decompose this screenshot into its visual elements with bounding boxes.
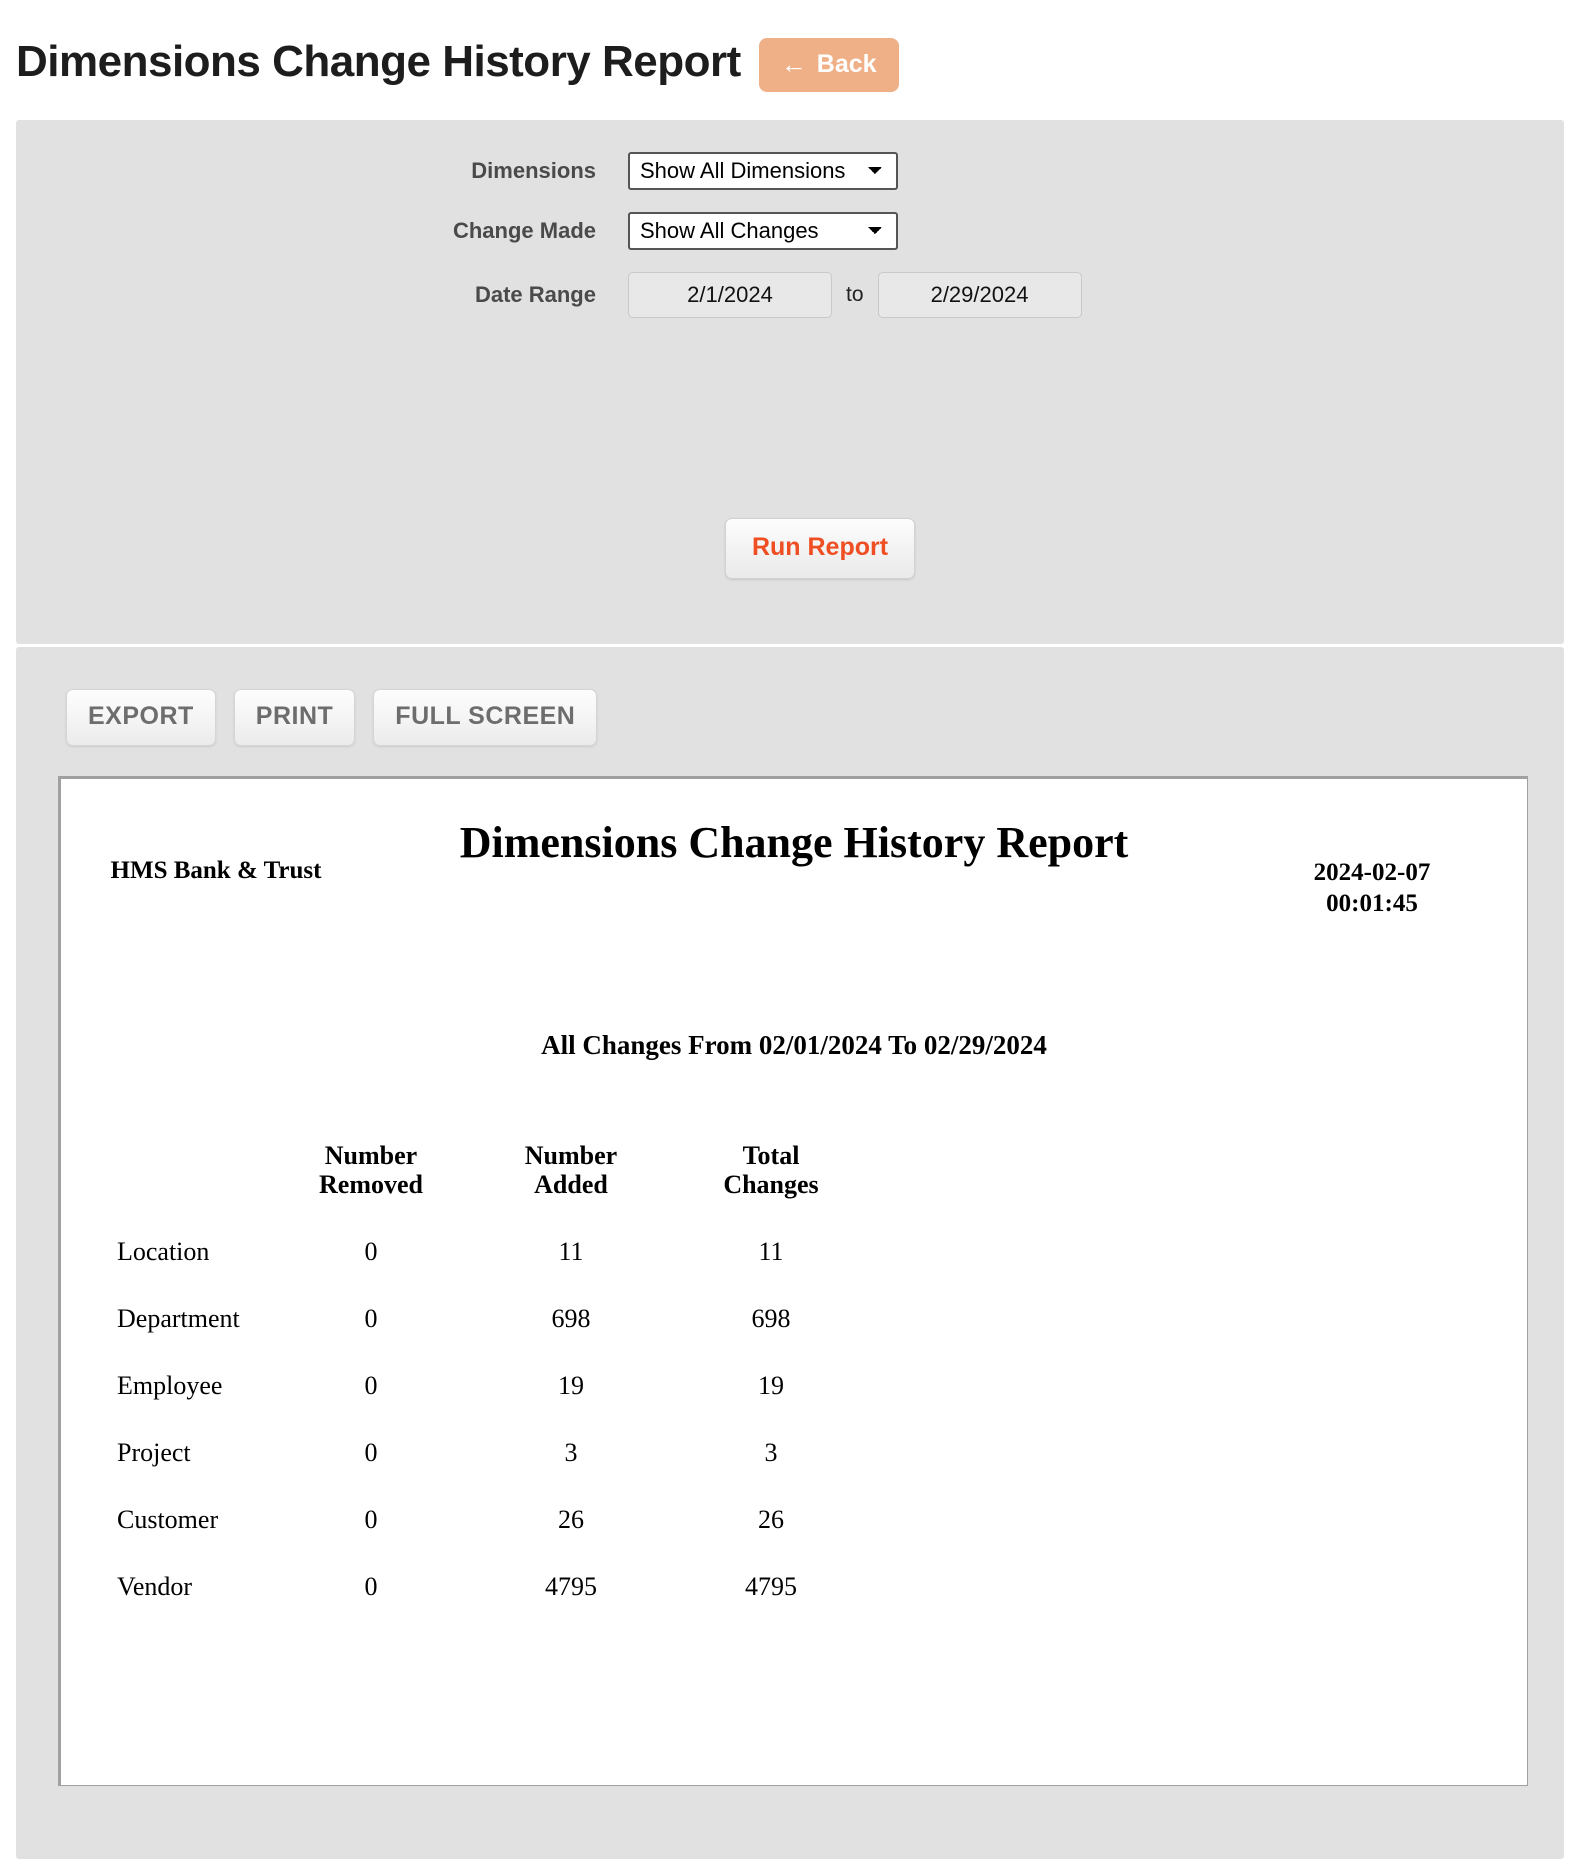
page-title: Dimensions Change History Report bbox=[16, 37, 741, 86]
row-added: 3 bbox=[564, 1437, 578, 1467]
row-total: 698 bbox=[751, 1303, 791, 1333]
row-removed: 0 bbox=[364, 1504, 378, 1534]
date-to-input[interactable] bbox=[878, 272, 1082, 318]
filter-row-date-range bbox=[16, 272, 1564, 318]
row-total: 4795 bbox=[745, 1571, 797, 1601]
table-row bbox=[91, 1402, 871, 1469]
row-added: 26 bbox=[558, 1504, 584, 1534]
column-header-removed: Number Removed bbox=[319, 1140, 423, 1199]
table-row bbox=[91, 1201, 871, 1268]
row-removed: 0 bbox=[364, 1236, 378, 1266]
full-screen-button[interactable]: FULL SCREEN bbox=[373, 689, 597, 746]
table-row bbox=[91, 1268, 871, 1335]
filter-row-change-made bbox=[16, 212, 1564, 250]
changes-table-body bbox=[91, 1201, 871, 1603]
report-organization: HMS Bank & Trust bbox=[110, 857, 322, 884]
row-total: 26 bbox=[758, 1504, 784, 1534]
filter-rows bbox=[16, 120, 1564, 318]
row-label: Employee bbox=[117, 1370, 223, 1400]
report-preview bbox=[58, 776, 1528, 1786]
row-added: 4795 bbox=[545, 1571, 597, 1601]
report-timestamp-time: 00:01:45 bbox=[1326, 890, 1418, 918]
arrow-left-icon: ← bbox=[780, 49, 807, 79]
table-row bbox=[91, 1469, 871, 1536]
filter-row-dimensions bbox=[16, 152, 1564, 190]
row-label: Project bbox=[117, 1437, 191, 1467]
row-removed: 0 bbox=[364, 1571, 378, 1601]
table-header-row bbox=[91, 1141, 871, 1201]
back-button-label: Back bbox=[816, 49, 877, 78]
change-made-label: Change Made bbox=[452, 218, 596, 243]
row-total: 11 bbox=[758, 1236, 784, 1266]
row-removed: 0 bbox=[364, 1303, 378, 1333]
change-made-select[interactable] bbox=[628, 212, 898, 250]
row-removed: 0 bbox=[364, 1437, 378, 1467]
report-header bbox=[91, 815, 1497, 920]
report-timestamp bbox=[1247, 815, 1497, 920]
row-label: Department bbox=[117, 1303, 240, 1333]
report-toolbar bbox=[16, 689, 1564, 746]
row-label: Location bbox=[117, 1236, 210, 1266]
row-removed: 0 bbox=[364, 1370, 378, 1400]
row-total: 3 bbox=[764, 1437, 778, 1467]
column-header-dimension bbox=[91, 1141, 271, 1201]
change-made-control bbox=[628, 212, 898, 250]
changes-table bbox=[91, 1141, 871, 1603]
dimensions-label: Dimensions bbox=[471, 158, 596, 183]
dimensions-control bbox=[628, 152, 898, 190]
print-button[interactable]: PRINT bbox=[234, 689, 356, 746]
report-subtitle: All Changes From 02/01/2024 To 02/29/2024 bbox=[541, 1029, 1047, 1060]
dimensions-select[interactable] bbox=[628, 152, 898, 190]
report-timestamp-date: 2024-02-07 bbox=[1313, 859, 1431, 886]
column-header-total: Total Changes bbox=[723, 1140, 819, 1199]
report-title: Dimensions Change History Report bbox=[459, 818, 1129, 867]
page-header bbox=[0, 0, 1580, 120]
row-added: 19 bbox=[558, 1370, 584, 1400]
row-added: 698 bbox=[551, 1303, 591, 1333]
back-button[interactable] bbox=[759, 38, 899, 92]
table-row bbox=[91, 1335, 871, 1402]
date-range-separator: to bbox=[846, 283, 864, 306]
row-added: 11 bbox=[558, 1236, 584, 1266]
date-range-label: Date Range bbox=[474, 282, 596, 307]
run-report-wrap bbox=[16, 518, 1564, 579]
date-range-control bbox=[628, 272, 1082, 318]
run-report-button[interactable]: Run Report bbox=[725, 518, 915, 579]
row-label: Customer bbox=[117, 1504, 219, 1534]
column-header-added: Number Added bbox=[524, 1140, 618, 1199]
filter-panel bbox=[16, 120, 1564, 644]
row-total: 19 bbox=[758, 1370, 784, 1400]
export-button[interactable]: EXPORT bbox=[66, 689, 216, 746]
changes-table-head bbox=[91, 1141, 871, 1201]
table-row bbox=[91, 1536, 871, 1603]
results-panel bbox=[16, 647, 1564, 1859]
row-label: Vendor bbox=[117, 1571, 193, 1601]
date-from-input[interactable] bbox=[628, 272, 832, 318]
